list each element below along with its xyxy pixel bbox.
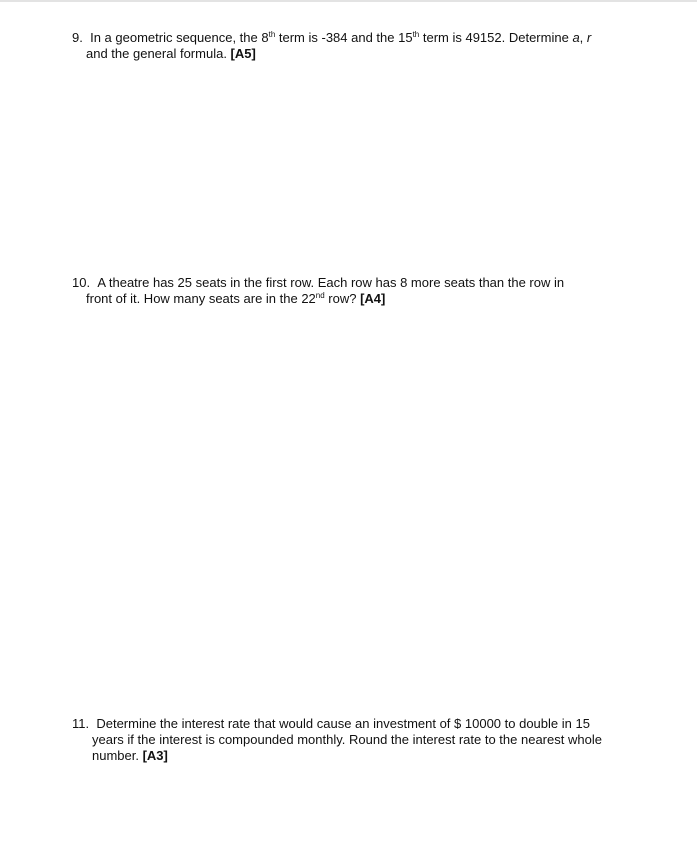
question-number: 10. [72,275,91,290]
question-11-line-3 [72,748,602,764]
question-text: and the general formula. [86,46,231,61]
question-number: 11. [72,716,90,731]
question-11 [72,716,602,764]
question-9-line-1 [72,30,591,46]
question-11-line-1 [72,716,602,732]
page-top-border [0,0,697,2]
question-9 [72,30,591,62]
question-text: , [579,30,587,45]
question-text: row? [324,291,361,306]
question-text: A theatre has 25 seats in the first row. Each row has 8 more seats than the row in [97,275,565,290]
question-10-line-1 [72,275,564,291]
variable-a: a [572,30,580,45]
question-10 [72,275,564,307]
question-text: term is -384 and the 15 [275,30,413,45]
marks-badge: [A5] [230,46,256,61]
question-text: number. [92,748,143,763]
question-text: years if the interest is compounded monthly. Round the interest rate to the nearest whole [92,732,602,747]
question-9-line-2 [72,46,591,62]
question-text: Determine the interest rate that would cause an investment of $ 10000 to double in 15 [96,716,590,731]
superscript: th [268,30,276,39]
superscript: th [412,30,420,39]
marks-badge: [A4] [360,291,386,306]
question-10-line-2 [72,291,564,307]
question-text: front of it. How many seats are in the 22 [86,291,316,306]
question-text: term is 49152. Determine [419,30,573,45]
question-number: 9. [72,30,83,45]
marks-badge: [A3] [142,748,168,763]
question-11-line-2 [72,732,602,748]
variable-r: r [586,30,592,45]
question-text: In a geometric sequence, the 8 [90,30,269,45]
superscript: nd [315,291,325,300]
